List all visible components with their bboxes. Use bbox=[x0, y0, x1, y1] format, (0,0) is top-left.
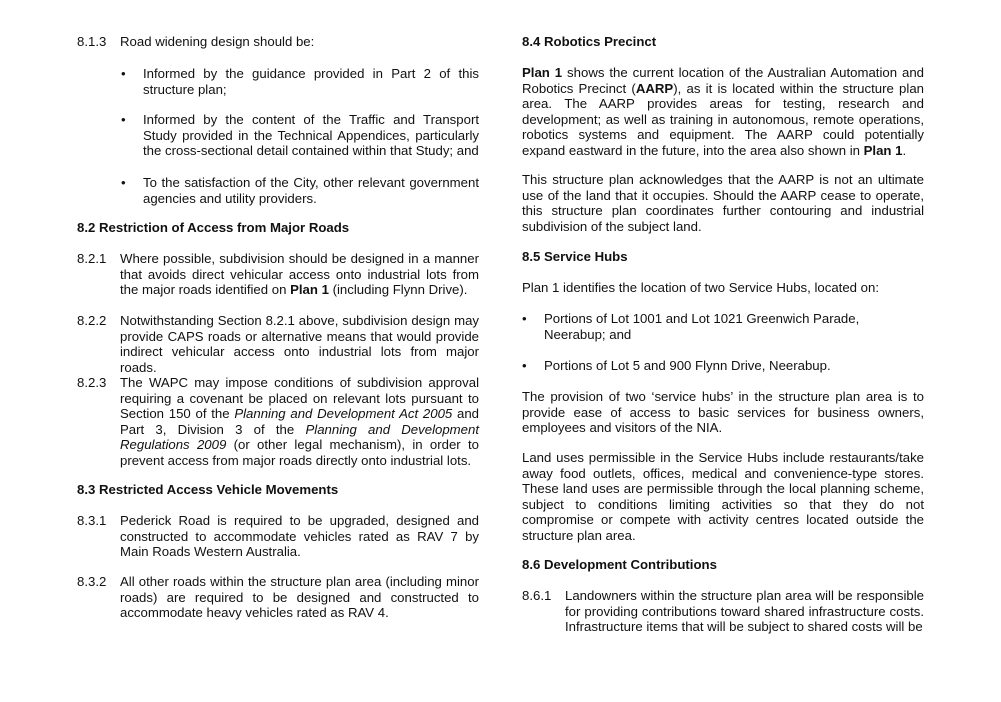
paragraph: This structure plan acknowledges that the AARP is not an ultimate use of the land that it occupies. Should the AARP cease to operate, this structure plan coordinates further contouring and industrial subdivision of the subject land. bbox=[522, 172, 924, 234]
bullet-item: • Portions of Lot 5 and 900 Flynn Drive, Neerabup. bbox=[522, 358, 831, 373]
clause-8-2-1 bbox=[77, 251, 479, 298]
clause-8-1-3 bbox=[77, 34, 479, 50]
bullet-icon: • bbox=[522, 358, 527, 373]
bullet-item: • Informed by the content of the Traffic and Transport Study provided in the Technical Appendices, particularly the cross-sectional detail contained within that Study; and bbox=[121, 112, 479, 159]
paragraph: Plan 1 identifies the location of two Service Hubs, located on: bbox=[522, 280, 880, 295]
bullet-icon: • bbox=[121, 112, 126, 127]
clause-text: The WAPC may impose conditions of subdivision approval requiring a covenant be placed on relevant lots pursuant to Section 150 of the Planning and Development Act 2005 and Part 3, Division 3 of the Planning and Development Regulations 2009 (or other legal mechanism), in order to prevent access from major roads directly onto industrial lots. bbox=[120, 375, 479, 468]
clause-number: 8.2.1 bbox=[77, 251, 107, 266]
clause-number: 8.3.2 bbox=[77, 574, 107, 589]
clause-text: Road widening design should be: bbox=[120, 34, 315, 49]
clause-8-6-1 bbox=[522, 588, 924, 635]
bullet-item: • Informed by the guidance provided in Part 2 of this structure plan; bbox=[121, 66, 479, 97]
section-heading-8-3: 8.3 Restricted Access Vehicle Movements bbox=[77, 482, 339, 497]
clause-8-3-2 bbox=[77, 574, 479, 621]
clause-text: All other roads within the structure plan area (including minor roads) are required to be designed and constructed to accommodate heavy vehicles rated as RAV 4. bbox=[120, 574, 479, 621]
bullet-icon: • bbox=[121, 175, 126, 190]
section-heading-8-5: 8.5 Service Hubs bbox=[522, 249, 628, 264]
section-heading-8-4: 8.4 Robotics Precinct bbox=[522, 34, 657, 49]
section-heading-8-2: 8.2 Restriction of Access from Major Roads bbox=[77, 220, 350, 235]
clause-number: 8.6.1 bbox=[522, 588, 552, 603]
bullet-icon: • bbox=[121, 66, 126, 81]
clause-8-2-2 bbox=[77, 313, 479, 375]
bullet-icon: • bbox=[522, 311, 527, 326]
clause-number: 8.2.2 bbox=[77, 313, 107, 328]
clause-8-3-1 bbox=[77, 513, 479, 560]
clause-number: 8.1.3 bbox=[77, 34, 107, 49]
clause-number: 8.2.3 bbox=[77, 375, 107, 390]
section-heading-8-6: 8.6 Development Contributions bbox=[522, 557, 717, 572]
bullet-item: • Portions of Lot 1001 and Lot 1021 Greenwich Parade, Neerabup; and bbox=[522, 311, 860, 342]
clause-text: Notwithstanding Section 8.2.1 above, subdivision design may provide CAPS roads or alternative means that would provide indirect vehicular access onto industrial lots from major roads. bbox=[120, 313, 479, 375]
paragraph: Land uses permissible in the Service Hubs include restaurants/take away food outlets, offices, medical and convenience-type stores. These land uses are permissible through the local planning scheme, subject to conditions limiting activities so that they do not compromise or compete with activity centres located outside the structure plan area. bbox=[522, 450, 924, 543]
paragraph: Plan 1 shows the current location of the Australian Automation and Robotics Precinct (AARP), as it is located within the structure plan area. The AARP provides areas for testing, research and development; as well as training in autonomous, remote operations, robotics systems and equipment. The AARP could potentially expand eastward in the future, into the area also shown in Plan 1. bbox=[522, 65, 924, 158]
clause-number: 8.3.1 bbox=[77, 513, 107, 528]
clause-text: Where possible, subdivision should be designed in a manner that avoids direct vehicular access onto industrial lots from the major roads identified on Plan 1 (including Flynn Drive). bbox=[120, 251, 479, 298]
clause-text: Pederick Road is required to be upgraded, designed and constructed to accommodate vehicles rated as RAV 7 by Main Roads Western Australia. bbox=[120, 513, 479, 560]
clause-8-2-3 bbox=[77, 375, 479, 469]
bullet-item: • To the satisfaction of the City, other relevant government agencies and utility providers. bbox=[121, 175, 479, 206]
paragraph: The provision of two ‘service hubs’ in the structure plan area is to provide ease of access to basic services for business owners, employees and visitors of the NIA. bbox=[522, 389, 924, 436]
clause-text: Landowners within the structure plan area will be responsible for providing contributions toward shared infrastructure costs. Infrastructure items that will be subject to shared costs will be bbox=[565, 588, 924, 635]
